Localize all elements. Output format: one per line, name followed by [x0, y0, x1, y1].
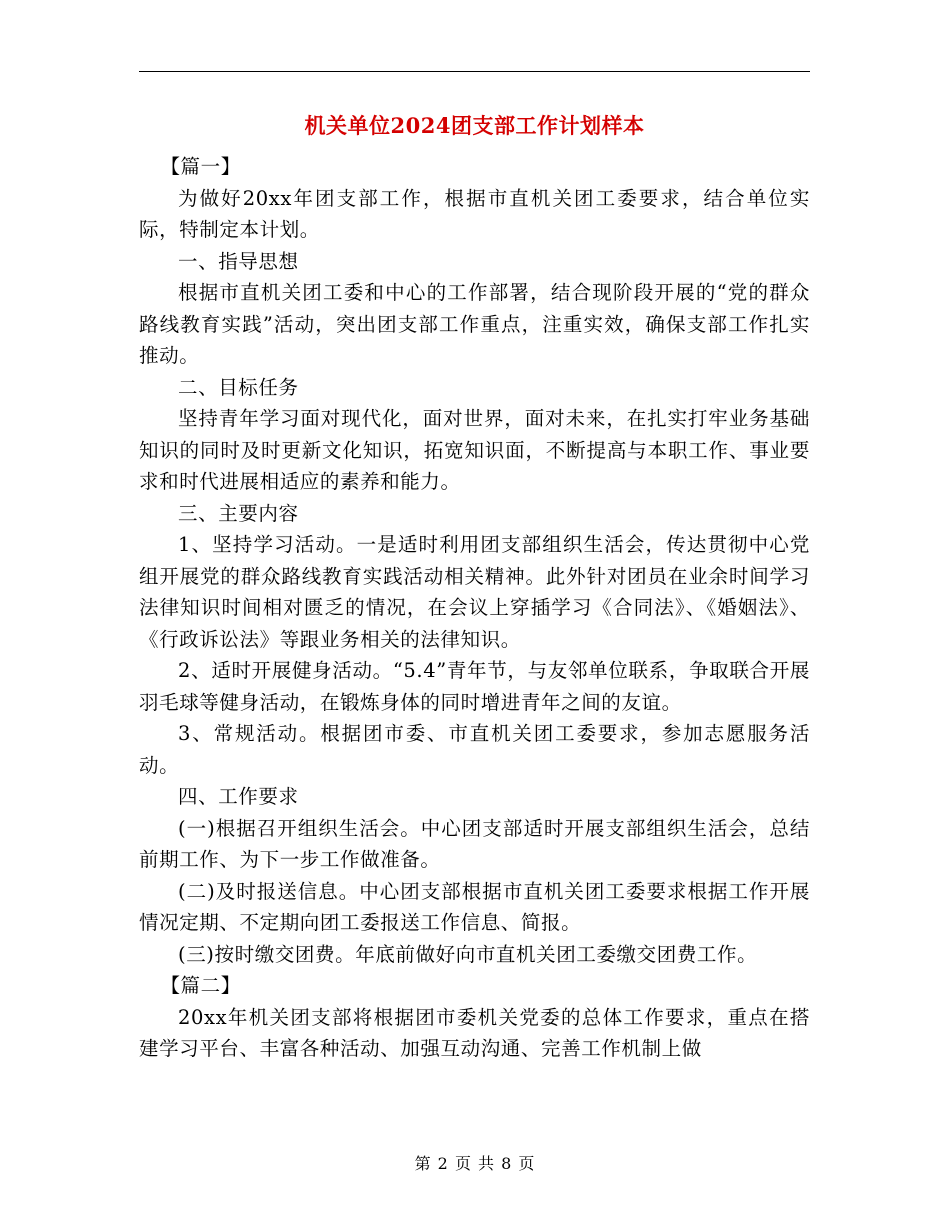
body-paragraph: 坚持青年学习面对现代化，面对世界，面对未来，在扎实打牢业务基础知识的同时及时更新文化知识，拓宽知识面，不断提高与本职工作、事业要求和时代进展相适应的素养和能力。 [139, 407, 810, 493]
body-paragraph: (一)根据召开组织生活会。中心团支部适时开展支部组织生活会，总结前期工作、为下一步工作做准备。 [139, 816, 810, 871]
section-marker-1: 【篇一】 [160, 155, 241, 178]
body-paragraph: 2、适时开展健身活动。“5.4”青年节，与友邻单位联系，争取联合开展羽毛球等健身活动，在锻炼身体的同时增进青年之间的友谊。 [139, 659, 810, 714]
body-paragraph: (二)及时报送信息。中心团支部根据市直机关团工委要求根据工作开展情况定期、不定期向团工委报送工作信息、简报。 [139, 879, 810, 934]
document-body [139, 151, 810, 1065]
body-paragraph: 根据市直机关团工委和中心的工作部署，结合现阶段开展的“党的群众路线教育实践”活动，突出团支部工作重点，注重实效，确保支部工作扎实推动。 [139, 281, 810, 367]
body-paragraph: 为做好20xx年团支部工作，根据市直机关团工委要求，结合单位实际，特制定本计划。 [139, 186, 810, 241]
header-rule [139, 71, 810, 72]
page-number: 第 2 页 共 8 页 [414, 1154, 536, 1173]
body-paragraph: (三)按时缴交团费。年底前做好向市直机关团工委缴交团费工作。 [178, 942, 758, 966]
body-paragraph: 20xx年机关团支部将根据团市委机关党委的总体工作要求，重点在搭建学习平台、丰富各种活动、加强互动沟通、完善工作机制上做 [139, 1005, 810, 1060]
section-heading: 一、指导思想 [178, 249, 299, 273]
section-heading: 二、目标任务 [178, 375, 299, 399]
section-heading: 四、工作要求 [178, 785, 299, 808]
section-marker-2: 【篇二】 [160, 974, 241, 997]
document-title: 机关单位2024团支部工作计划样本 [304, 113, 645, 138]
body-paragraph: 1、坚持学习活动。一是适时利用团支部组织生活会，传达贯彻中心党组开展党的群众路线教育实践活动相关精神。此外针对团员在业余时间学习法律知识时间相对匮乏的情况，在会议上穿插学习《合同法》、《婚姻法》、《行政诉讼法》等跟业务相关的法律知识。 [139, 533, 810, 651]
section-heading: 三、主要内容 [178, 501, 299, 525]
body-paragraph: 3、常规活动。根据团市委、市直机关团工委要求，参加志愿服务活动。 [139, 722, 810, 777]
